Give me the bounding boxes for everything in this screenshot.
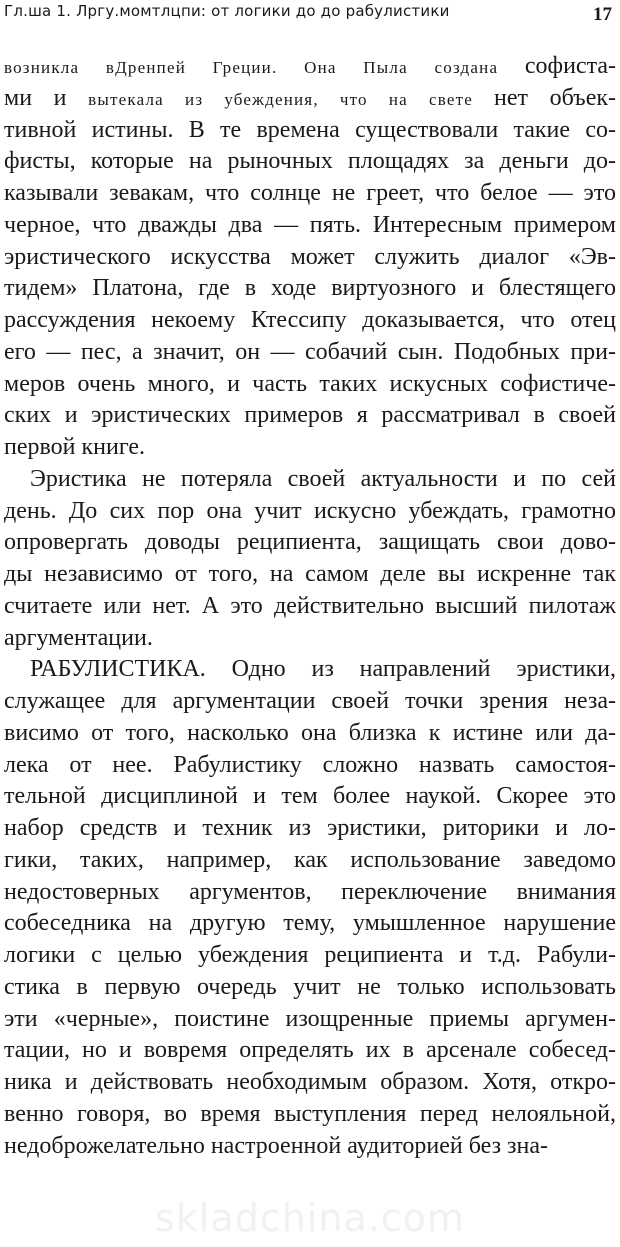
text-line xyxy=(4,1004,616,1036)
text-line xyxy=(4,972,616,1004)
text-line xyxy=(4,337,616,369)
text-line xyxy=(4,845,616,877)
text-segment: черное, что дважды два — пять. Интересным примером xyxy=(4,211,616,238)
text-line xyxy=(4,654,616,686)
text-line xyxy=(4,1035,616,1067)
text-line xyxy=(4,400,616,432)
text-segment: Эристика не потеряла своей актуальности и по сей xyxy=(30,465,616,492)
text-line xyxy=(4,623,616,655)
text-line xyxy=(4,1067,616,1099)
text-segment: казывали зевакам, что солнце не греет, что белое — это xyxy=(4,180,616,206)
text-line xyxy=(4,877,616,909)
text-segment: тельной дисциплиной и тем более наукой. Скорее это xyxy=(4,783,616,810)
text-segment: логики с целью убеждения реципиента и т.д. Рабули- xyxy=(4,942,616,968)
text-line xyxy=(4,178,616,210)
text-segment: РАБУЛИСТИКА. Одно из направлений эристики, xyxy=(30,656,616,683)
text-segment: его — пес, а значит, он — собачий сын. Подобных при- xyxy=(4,338,616,365)
text-segment: ды независимо от того, на самом деле вы искренне так xyxy=(4,561,616,587)
text-segment: нет объек- xyxy=(494,84,617,111)
text-segment: недоброжелательно настроенной аудиторией без зна- xyxy=(4,1132,549,1159)
text-segment: тидем» Платона, где в ходе виртуозного и блестящего xyxy=(4,275,616,302)
text-segment: возникла вДренпей Греции. Она Пыла создана xyxy=(4,58,525,77)
text-segment: ских и эристических примеров я рассматривал в своей xyxy=(4,402,616,429)
text-line xyxy=(4,527,616,559)
text-line xyxy=(4,1099,616,1131)
text-segment: эристического искусства может служить диалог «Эв- xyxy=(4,243,616,270)
page-number: 17 xyxy=(593,4,612,25)
running-head: Гл.ша 1. Лргу.момтлцпи: от логики до до рабулистики xyxy=(4,2,450,20)
text-line xyxy=(4,242,616,274)
text-segment: день. До сих пор она учит искусно убеждать, грамотно xyxy=(4,497,616,524)
text-line xyxy=(4,940,616,972)
text-line xyxy=(4,51,616,83)
text-line xyxy=(4,305,616,337)
text-segment: тивной истины. В те времена существовали такие со- xyxy=(4,116,616,143)
text-segment: ника и действовать необходимым образом. Хотя, откро- xyxy=(4,1069,616,1095)
text-line xyxy=(4,273,616,305)
text-line xyxy=(4,432,616,464)
text-segment: гики, таких, например, как использование заведомо xyxy=(4,846,616,873)
text-segment: собеседника на другую тему, умышленное нарушение xyxy=(4,910,616,937)
text-segment: ми и xyxy=(4,84,89,111)
watermark: skladchina.com xyxy=(155,1196,465,1240)
text-line xyxy=(4,750,616,782)
text-segment: тации, но и вовремя определять их в арсенале собесед- xyxy=(4,1037,616,1064)
text-segment: лека от нее. Рабулистику сложно назвать самостоя- xyxy=(4,751,616,778)
text-line xyxy=(4,718,616,750)
text-line xyxy=(4,591,616,623)
text-line xyxy=(4,369,616,401)
text-segment: набор средств и техник из эристики, риторики и ло- xyxy=(4,815,616,841)
text-line xyxy=(4,496,616,528)
text-line xyxy=(4,686,616,718)
text-segment: рассуждения некоему Ктессипу доказывается, что отец xyxy=(4,307,616,333)
text-segment: служащее для аргументации своей точки зрения неза- xyxy=(4,688,616,714)
text-segment: недостоверных аргументов, переключение внимания xyxy=(4,878,616,905)
text-segment: первой книге. xyxy=(4,434,146,460)
text-segment: фисты, которые на рыночных площадях за деньги до- xyxy=(4,148,616,175)
text-segment: венно говоря, во время выступления перед нелояльной, xyxy=(4,1100,616,1127)
text-segment: считаете или нет. А это действительно высший пилотаж xyxy=(4,592,616,619)
text-segment: вытекала из убеждения, что на свете xyxy=(88,89,495,109)
text-segment: висимо от того, насколько она близка к истине или да- xyxy=(4,719,616,746)
text-line xyxy=(4,908,616,940)
text-segment: аргументации. xyxy=(4,624,153,651)
text-line xyxy=(4,559,616,591)
text-segment: эти «черные», поистине изощренные приемы аргумен- xyxy=(4,1005,616,1032)
text-segment: меров очень много, и часть таких искусных софистиче- xyxy=(4,370,616,397)
text-line xyxy=(4,210,616,242)
text-segment: стика в первую очередь учит не только использовать xyxy=(4,973,616,1000)
text-line xyxy=(4,115,616,147)
text-line xyxy=(4,464,616,496)
text-line xyxy=(4,1131,616,1163)
page-header xyxy=(4,2,616,24)
body-text xyxy=(4,51,616,1162)
text-line xyxy=(4,781,616,813)
text-segment: опровергать доводы реципиента, защищать свои дово- xyxy=(4,529,616,556)
text-line xyxy=(4,813,616,845)
text-segment: софиста- xyxy=(524,53,616,79)
text-line xyxy=(4,146,616,178)
text-line xyxy=(4,83,616,115)
